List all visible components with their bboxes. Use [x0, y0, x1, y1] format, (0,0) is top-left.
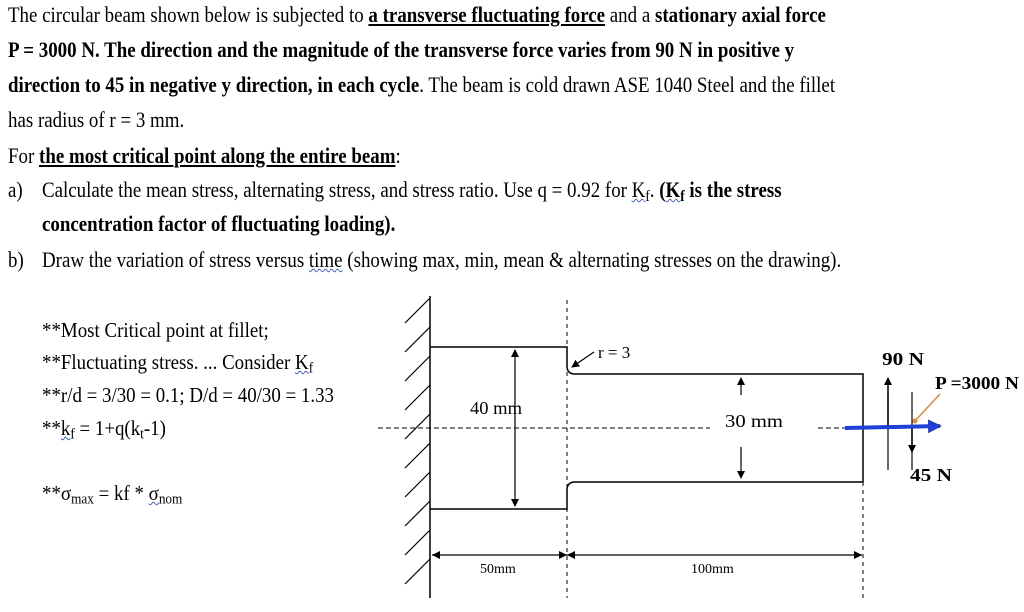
note-fluctuating: **Fluctuating stress. ... Consider $K_f$	[42, 350, 314, 377]
problem-line-4: has radius of r = 3 mm.	[8, 107, 185, 132]
problem-line-2: P = 3000 N. The direction and the magnitude of the transverse force varies from 90 N in positive y	[8, 37, 795, 62]
axial-label-pointer	[915, 394, 940, 421]
part-a-line-2: concentration factor of fluctuating loading).	[42, 211, 396, 236]
problem-line-1: The circular beam shown below is subjected to a transverse fluctuating force and a stationary axial force	[8, 2, 826, 27]
problem-line-3: direction to 45 in negative y direction, in each cycle. The beam is cold drawn ASE 1040 Steel and the fillet	[8, 72, 836, 97]
fillet-label: r = 3	[598, 343, 631, 362]
length-100-label: 100mm	[691, 562, 734, 577]
force-up-label: 90 N	[882, 349, 924, 369]
axial-pointer-dot	[913, 419, 918, 424]
force-down-label: 45 N	[910, 465, 952, 485]
note-critical-point: **Most Critical point at fillet;	[42, 318, 269, 342]
dim-40-label: 40 mm	[470, 398, 522, 418]
note-sigma-max: $**\sigma_{max}$ = kf * $\sigma_{nom}$	[42, 481, 183, 508]
dim-30-label: 30 mm	[725, 411, 783, 431]
part-a-label: a)	[8, 177, 23, 202]
note-kf-formula: $**k_f = 1+q(k_t-1)$	[42, 416, 166, 443]
part-b-line: Draw the variation of stress versus time (showing max, min, mean & alternating stresses on the drawing).	[42, 247, 842, 272]
problem-line-5: For the most critical point along the entire beam:	[8, 143, 401, 168]
part-b-label: b)	[8, 247, 24, 272]
note-ratios: **r/d = 3/30 = 0.1; D/d = 40/30 = 1.33	[42, 383, 335, 407]
axial-force-label: P =3000 N	[935, 373, 1019, 393]
part-a-line-1: Calculate the mean stress, alternating stress, and stress ratio. Use q = 0.92 for $K_f$. ($K_f$ is the stress	[42, 177, 782, 205]
length-50-label: 50mm	[480, 562, 516, 577]
fixed-wall	[405, 296, 430, 598]
axial-force-arrow	[845, 426, 940, 428]
fillet-pointer	[572, 352, 594, 367]
